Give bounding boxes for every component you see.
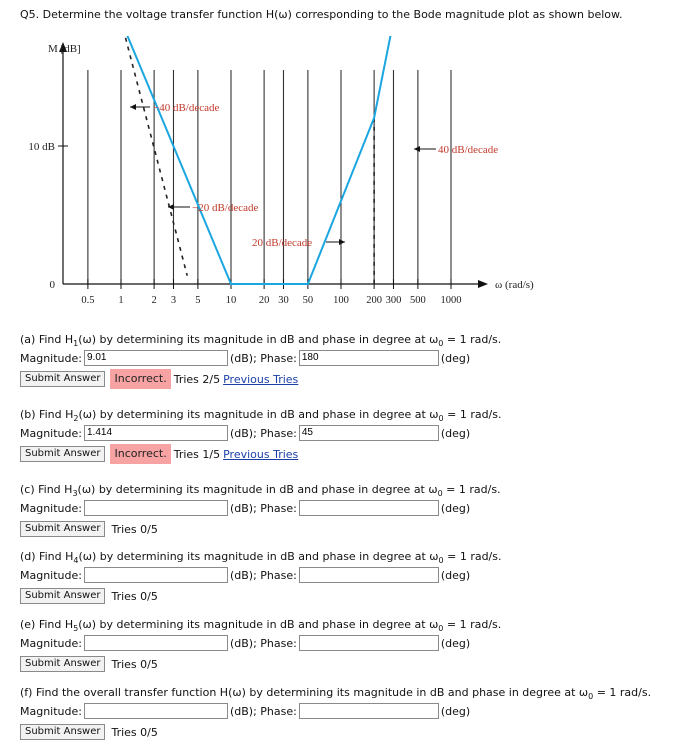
part-b — [20, 407, 680, 465]
part-b-prompt — [20, 407, 680, 423]
part-e-tries: Tries 0/5 — [111, 657, 158, 671]
plot-text — [20, 36, 534, 306]
prompt-prefix: (a) Find H — [20, 333, 74, 346]
magnitude-label: Magnitude: — [20, 704, 82, 718]
part-d — [20, 549, 680, 607]
prompt-sub0: 0 — [588, 692, 594, 702]
phase-label: (dB); Phase: — [229, 568, 297, 582]
prompt-tail: = 1 rad/s. — [443, 618, 502, 631]
part-c-submit-button[interactable]: Submit Answer — [20, 521, 105, 537]
phase-label: (dB); Phase: — [229, 351, 297, 365]
part-d-magnitude-input[interactable] — [84, 567, 228, 583]
part-f-tries: Tries 0/5 — [111, 725, 158, 739]
deg-label: (deg) — [440, 704, 471, 718]
annotation-label: −20 dB/decade — [192, 202, 259, 214]
deg-label: (deg) — [440, 636, 471, 650]
prompt-suffix: (ω) by determining its magnitude in dB and phase in degree at ω — [78, 408, 439, 421]
annotation-label: 40 dB/decade — [438, 144, 499, 156]
annotation-label: −40 dB/decade — [153, 102, 220, 114]
x-tick-label: 1000 — [440, 295, 462, 306]
prompt-prefix: (e) Find H — [20, 618, 74, 631]
prompt-tail: = 1 rad/s. — [443, 408, 502, 421]
y-axis-label: M [dB] — [48, 43, 81, 55]
prompt-sub0: 0 — [438, 624, 444, 634]
x-tick-label: 5 — [195, 295, 201, 306]
x-tick-label: 10 — [225, 295, 237, 306]
deg-label: (deg) — [440, 351, 471, 365]
x-tick-label: 2 — [151, 295, 157, 306]
part-b-submit-button[interactable]: Submit Answer — [20, 446, 105, 462]
deg-label: (deg) — [440, 568, 471, 582]
x-tick-label: 1 — [118, 295, 124, 306]
x-tick-label: 3 — [170, 295, 177, 306]
part-c — [20, 482, 680, 540]
part-a-phase-input[interactable] — [299, 350, 439, 366]
prompt-sub0: 0 — [438, 414, 444, 424]
prompt-tail: = 1 rad/s. — [443, 333, 502, 346]
prompt-sub: 1 — [73, 339, 79, 349]
magnitude-label: Magnitude: — [20, 501, 82, 515]
part-f-magnitude-input[interactable] — [84, 703, 228, 719]
part-f-submit-button[interactable]: Submit Answer — [20, 724, 105, 740]
magnitude-label: Magnitude: — [20, 351, 82, 365]
magnitude-label: Magnitude: — [20, 426, 82, 440]
deg-label: (deg) — [440, 426, 471, 440]
x-tick-label: 100 — [333, 295, 349, 306]
part-a-prompt — [20, 332, 680, 348]
part-a-previous-tries-link[interactable]: Previous Tries — [223, 372, 299, 386]
phase-label: (dB); Phase: — [229, 501, 297, 515]
part-c-prompt — [20, 482, 680, 498]
part-b-previous-tries-link[interactable]: Previous Tries — [223, 447, 299, 461]
part-f — [20, 685, 680, 743]
prompt-sub: 3 — [72, 489, 78, 499]
prompt-suffix: (ω) by determining its magnitude in dB and phase in degree at ω — [77, 483, 438, 496]
part-a-magnitude-input[interactable] — [84, 350, 228, 366]
x-axis-label: ω (rad/s) — [495, 279, 534, 291]
part-a-tries: Tries 2/5 — [173, 372, 221, 386]
x-tick-label: 20 — [258, 295, 270, 306]
part-e-magnitude-input[interactable] — [84, 635, 228, 651]
part-e — [20, 617, 680, 675]
prompt-prefix: (d) Find H — [20, 550, 74, 563]
prompt-prefix: (b) Find H — [20, 408, 74, 421]
bode-plot — [0, 36, 560, 308]
prompt-sub0: 0 — [438, 339, 444, 349]
part-b-phase-input[interactable] — [299, 425, 439, 441]
prompt-prefix: (f) Find the overall transfer function H — [20, 686, 229, 699]
part-d-submit-button[interactable]: Submit Answer — [20, 588, 105, 604]
annotation-arrow-head — [339, 239, 345, 245]
prompt-sub0: 0 — [438, 556, 444, 566]
magnitude-label: Magnitude: — [20, 636, 82, 650]
part-b-magnitude-input[interactable] — [84, 425, 228, 441]
prompt-prefix: (c) Find H — [20, 483, 73, 496]
part-f-prompt — [20, 685, 680, 701]
x-tick-label: 0.5 — [81, 295, 95, 306]
part-c-phase-input[interactable] — [299, 500, 439, 516]
part-e-phase-input[interactable] — [299, 635, 439, 651]
prompt-suffix: (ω) by determining its magnitude in dB and phase in degree at ω — [78, 618, 439, 631]
part-c-tries: Tries 0/5 — [111, 522, 158, 536]
prompt-sub: 4 — [73, 556, 79, 566]
part-d-phase-input[interactable] — [299, 567, 439, 583]
y-tick-label: 10 dB — [28, 141, 55, 153]
x-tick-label: 500 — [410, 295, 426, 306]
annotation-arrow-head — [130, 104, 136, 110]
prompt-suffix: (ω) by determining its magnitude in dB and phase in degree at ω — [228, 686, 589, 699]
part-c-magnitude-input[interactable] — [84, 500, 228, 516]
question-title: Q5. Determine the voltage transfer function H(ω) corresponding to the Bode magnitude plot as shown below. — [20, 8, 623, 21]
magnitude-label: Magnitude: — [20, 568, 82, 582]
prompt-tail: = 1 rad/s. — [443, 550, 502, 563]
prompt-tail: = 1 rad/s. — [442, 483, 501, 496]
prompt-suffix: (ω) by determining its magnitude in dB and phase in degree at ω — [78, 550, 439, 563]
prompt-sub: 5 — [73, 624, 79, 634]
part-d-tries: Tries 0/5 — [111, 589, 158, 603]
x-tick-label: 50 — [302, 295, 314, 306]
part-b-status-badge: Incorrect. — [110, 444, 170, 464]
deg-label: (deg) — [440, 501, 471, 515]
prompt-suffix: (ω) by determining its magnitude in dB and phase in degree at ω — [78, 333, 439, 346]
x-tick-label: 300 — [385, 295, 402, 306]
part-a — [20, 332, 680, 390]
part-d-prompt — [20, 549, 680, 565]
part-f-phase-input[interactable] — [299, 703, 439, 719]
prompt-sub0: 0 — [437, 489, 443, 499]
plot-axes — [58, 36, 488, 289]
phase-label: (dB); Phase: — [229, 426, 297, 440]
part-a-submit-button[interactable]: Submit Answer — [20, 371, 105, 387]
annotation-arrow-head — [414, 146, 420, 152]
part-e-submit-button[interactable]: Submit Answer — [20, 656, 105, 672]
x-axis-arrow — [478, 280, 488, 288]
part-e-prompt — [20, 617, 680, 633]
annotation-label: 20 dB/decade — [252, 237, 313, 249]
phase-label: (dB); Phase: — [229, 636, 297, 650]
x-tick-label: 30 — [278, 295, 289, 306]
part-b-tries: Tries 1/5 — [173, 447, 221, 461]
y-tick-label: 0 — [49, 279, 55, 291]
part-a-status-badge: Incorrect. — [110, 369, 170, 389]
phase-label: (dB); Phase: — [229, 704, 297, 718]
prompt-tail: = 1 rad/s. — [593, 686, 652, 699]
prompt-sub: 2 — [73, 414, 79, 424]
x-tick-label: 200 — [366, 295, 382, 306]
